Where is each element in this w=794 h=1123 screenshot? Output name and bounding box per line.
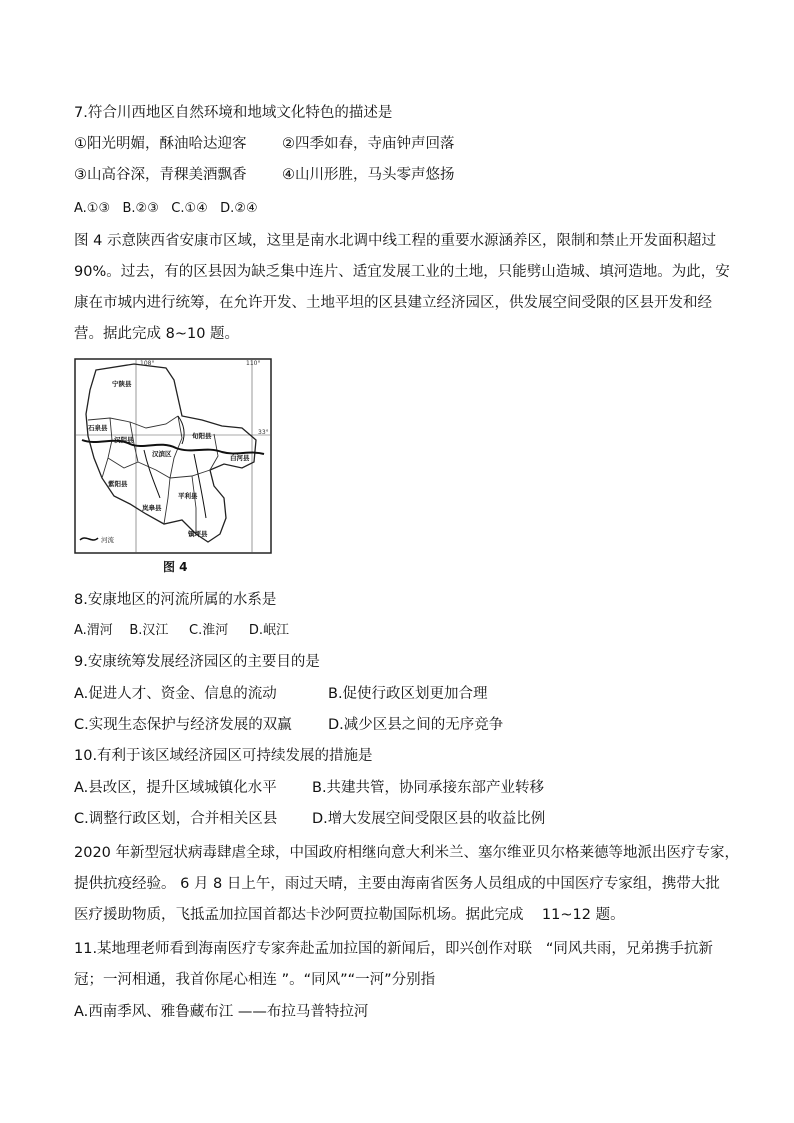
q10-option-a: A.县改区，提升区域城镇化水平 (74, 780, 277, 796)
county-label: 紫阳县 (108, 480, 128, 488)
county-label: 岚皋县 (142, 504, 162, 512)
lon-label-2: 110° (246, 360, 261, 367)
q10-option-b: B.共建共管，协同承接东部产业转移 (312, 780, 545, 796)
q11-option-a: A.西南季风、雅鲁藏布江 ——布拉马普特拉河 (74, 1004, 369, 1020)
intro1-line4: 营。据此完成 8~10 题。 (74, 326, 240, 342)
intro1-line1: 图 4 示意陕西省安康市区域，这里是南水北调中线工程的重要水源涵养区，限制和禁止开发面积超过 (74, 233, 716, 249)
q7-option-1: ①阳光明媚，酥油哈达迎客 (74, 136, 247, 152)
q10-stem: 10.有利于该区域经济园区可持续发展的措施是 (74, 748, 373, 764)
q7-option-3: ③山高谷深，青稞美酒飘香 (74, 167, 247, 183)
q7-option-2: ②四季如春，寺庙钟声回落 (282, 136, 455, 152)
intro2-line2: 提供抗疫经验。 6 月 8 日上午，雨过天晴，主要由海南省医务人员组成的中国医疗专家组，携带大批 (74, 876, 720, 892)
intro2-line1: 2020 年新型冠状病毒肆虐全球，中国政府相继向意大利米兰、塞尔维亚贝尔格莱德等地派出医疗专家， (74, 845, 740, 861)
county-label: 旬阳县 (192, 432, 212, 440)
q8-choices: A.渭河 B.汉江 C.淮河 D.岷江 (74, 623, 290, 638)
county-label: 汉阴县 (114, 436, 134, 444)
q10-option-c: C.调整行政区划，合并相关区县 (74, 811, 278, 827)
q7-option-4: ④山川形胜，马头零声悠扬 (282, 167, 455, 183)
legend-river-label: 河流 (101, 536, 114, 544)
q9-option-d: D.减少区县之间的无序竞争 (328, 717, 504, 733)
q11-line1: 11.某地理老师看到海南医疗专家奔赴孟加拉国的新闻后，即兴创作对联 “同风共雨，兄弟携手抗新 (74, 941, 713, 957)
intro2-line3: 医疗援助物质，飞抵孟加拉国首都达卡沙阿贾拉勒国际机场。据此完成 11~12 题。 (74, 907, 625, 923)
county-label: 宁陕县 (112, 380, 132, 388)
intro1-line2: 90%。过去，有的区县因为缺乏集中连片、适宜发展工业的土地，只能劈山造城、填河造地。为此，安 (74, 264, 730, 280)
county-label: 石泉县 (88, 424, 108, 432)
q9-option-a: A.促进人才、资金、信息的流动 (74, 686, 277, 702)
q9-stem: 9.安康统筹发展经济园区的主要目的是 (74, 654, 320, 670)
q9-option-c: C.实现生态保护与经济发展的双赢 (74, 717, 292, 733)
county-label: 镇坪县 (188, 530, 208, 538)
intro1-line3: 康在市城内进行统筹，在允许开发、土地平坦的区县建立经济园区，供发展空间受限的区县开发和经 (74, 295, 712, 311)
q9-option-b: B.促使行政区划更加合理 (328, 686, 488, 702)
lon-label-1: 108° (140, 360, 155, 367)
county-label: 平利县 (178, 492, 198, 500)
q10-option-d: D.增大发展空间受限区县的收益比例 (312, 811, 546, 827)
q7-stem: 7.符合川西地区自然环境和地域文化特色的描述是 (74, 105, 393, 121)
county-label: 白河县 (230, 454, 250, 462)
county-label: 汉滨区 (152, 450, 172, 458)
q8-stem: 8.安康地区的河流所属的水系是 (74, 592, 277, 608)
ankang-map (74, 358, 272, 554)
q7-choices: A.①③ B.②③ C.①④ D.②④ (74, 201, 258, 216)
lat-label: 33° (258, 429, 269, 436)
figure-caption: 图 4 (163, 560, 188, 574)
q11-line2: 冠；一河相通，我首你尾心相连 ”。“同风”“一河”分别指 (74, 972, 436, 988)
